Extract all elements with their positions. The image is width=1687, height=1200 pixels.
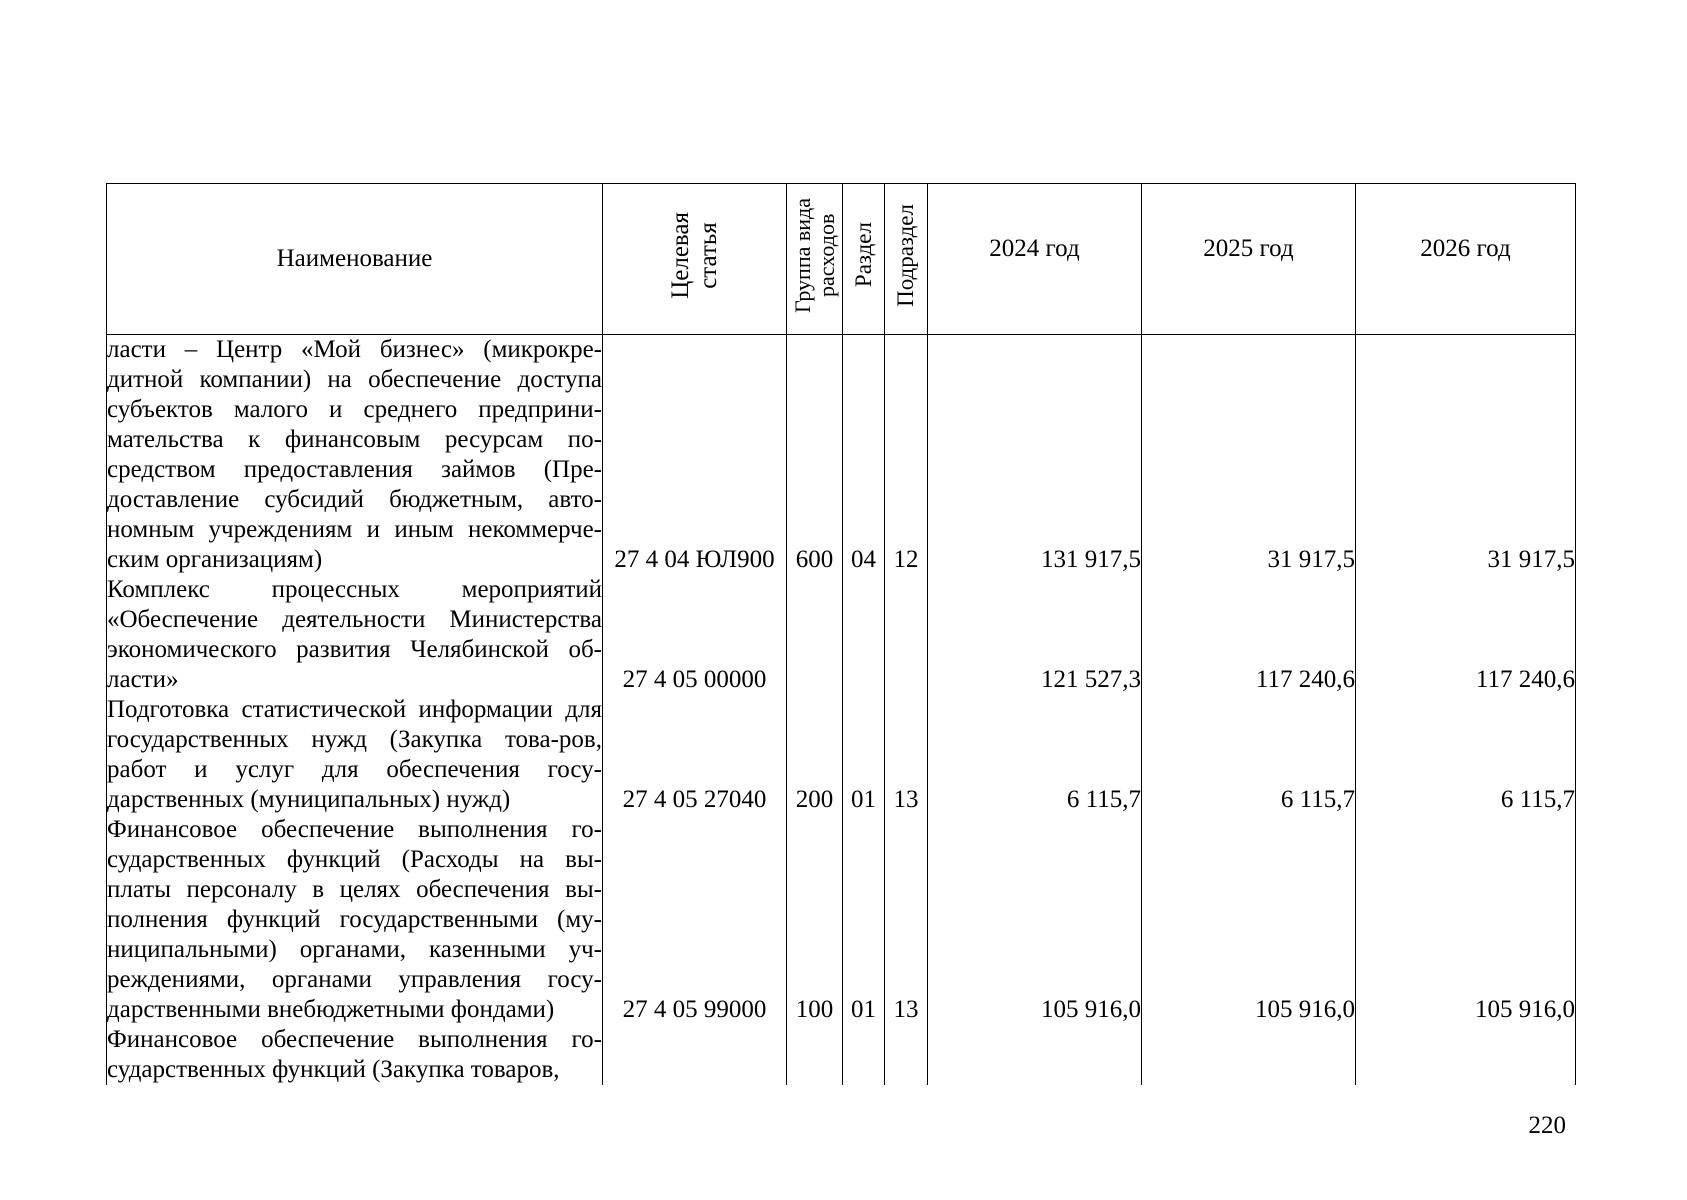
row-section: 01 <box>843 815 885 1025</box>
row-amount-2026: 105 916,0 <box>1356 815 1576 1025</box>
row-amount-2026: 6 115,7 <box>1356 695 1576 815</box>
header-subsection: Подраздел <box>885 184 928 335</box>
header-expense-group: Группа вида расходов <box>787 184 843 335</box>
row-name: Подготовка статистической информации для государственных нужд (Закупка това-ров, работ и услуг для обеспечения госу-дарственных (муниципальных) нужд) <box>107 696 602 813</box>
row-name: Комплекс процессных мероприятий «Обеспечение деятельности Министерства экономического развития Челябинской об-ласти» <box>107 576 602 693</box>
row-amount-2026 <box>1356 1025 1576 1085</box>
row-subsection <box>885 1025 928 1085</box>
row-amount-2025: 6 115,7 <box>1142 695 1356 815</box>
row-subsection <box>885 575 928 695</box>
table-row <box>107 1025 1576 1085</box>
row-section: 01 <box>843 695 885 815</box>
row-amount-2024: 131 917,5 <box>928 335 1142 576</box>
row-name: Финансовое обеспечение выполнения го-сударственных функций (Закупка товаров, <box>107 1026 602 1083</box>
row-amount-2024: 6 115,7 <box>928 695 1142 815</box>
row-amount-2025: 105 916,0 <box>1142 815 1356 1025</box>
row-expense-group <box>787 575 843 695</box>
row-amount-2026: 31 917,5 <box>1356 335 1576 576</box>
row-amount-2024 <box>928 1025 1142 1085</box>
row-target-article <box>603 1025 787 1085</box>
table-header-row <box>107 184 1576 335</box>
row-section <box>843 1025 885 1085</box>
row-amount-2026: 117 240,6 <box>1356 575 1576 695</box>
row-name: Финансовое обеспечение выполнения го-сударственных функций (Расходы на вы-платы персоналу в целях обеспечения вы-полнения функций государственными (му-ниципальными) органами, казенными уч-реждениями, органами управления госу-дарственными внебюджетными фондами) <box>107 816 602 1023</box>
row-target-article: 27 4 05 00000 <box>603 575 787 695</box>
row-expense-group <box>787 1025 843 1085</box>
page-number: 220 <box>1528 1112 1566 1139</box>
row-subsection: 13 <box>885 695 928 815</box>
row-name: ласти – Центр «Мой бизнес» (микрокре-дитной компании) на обеспечение доступа субъектов малого и среднего предприни-мательства к финансовым ресурсам по-средством предоставления займов (Пре-доставление субсидий бюджетным, авто-номным учреждениям и иным некоммерче-ским организациям) <box>107 336 602 573</box>
row-subsection: 13 <box>885 815 928 1025</box>
header-section: Раздел <box>843 184 885 335</box>
budget-table <box>106 183 1576 1085</box>
row-amount-2025: 31 917,5 <box>1142 335 1356 576</box>
row-section <box>843 575 885 695</box>
table-row <box>107 575 1576 695</box>
row-target-article: 27 4 05 27040 <box>603 695 787 815</box>
row-amount-2024: 105 916,0 <box>928 815 1142 1025</box>
row-expense-group: 100 <box>787 815 843 1025</box>
row-section: 04 <box>843 335 885 576</box>
row-amount-2025: 117 240,6 <box>1142 575 1356 695</box>
row-amount-2025 <box>1142 1025 1356 1085</box>
row-target-article: 27 4 05 99000 <box>603 815 787 1025</box>
header-year-2025: 2025 год <box>1142 184 1356 335</box>
row-subsection: 12 <box>885 335 928 576</box>
table-row <box>107 335 1576 576</box>
table-row <box>107 815 1576 1025</box>
table-row <box>107 695 1576 815</box>
header-year-2026: 2026 год <box>1356 184 1576 335</box>
row-target-article: 27 4 04 ЮЛ900 <box>603 335 787 576</box>
header-target-article: Целевая статья <box>603 184 787 335</box>
row-amount-2024: 121 527,3 <box>928 575 1142 695</box>
row-expense-group: 200 <box>787 695 843 815</box>
row-expense-group: 600 <box>787 335 843 576</box>
header-name: Наименование <box>107 184 603 335</box>
header-year-2024: 2024 год <box>928 184 1142 335</box>
